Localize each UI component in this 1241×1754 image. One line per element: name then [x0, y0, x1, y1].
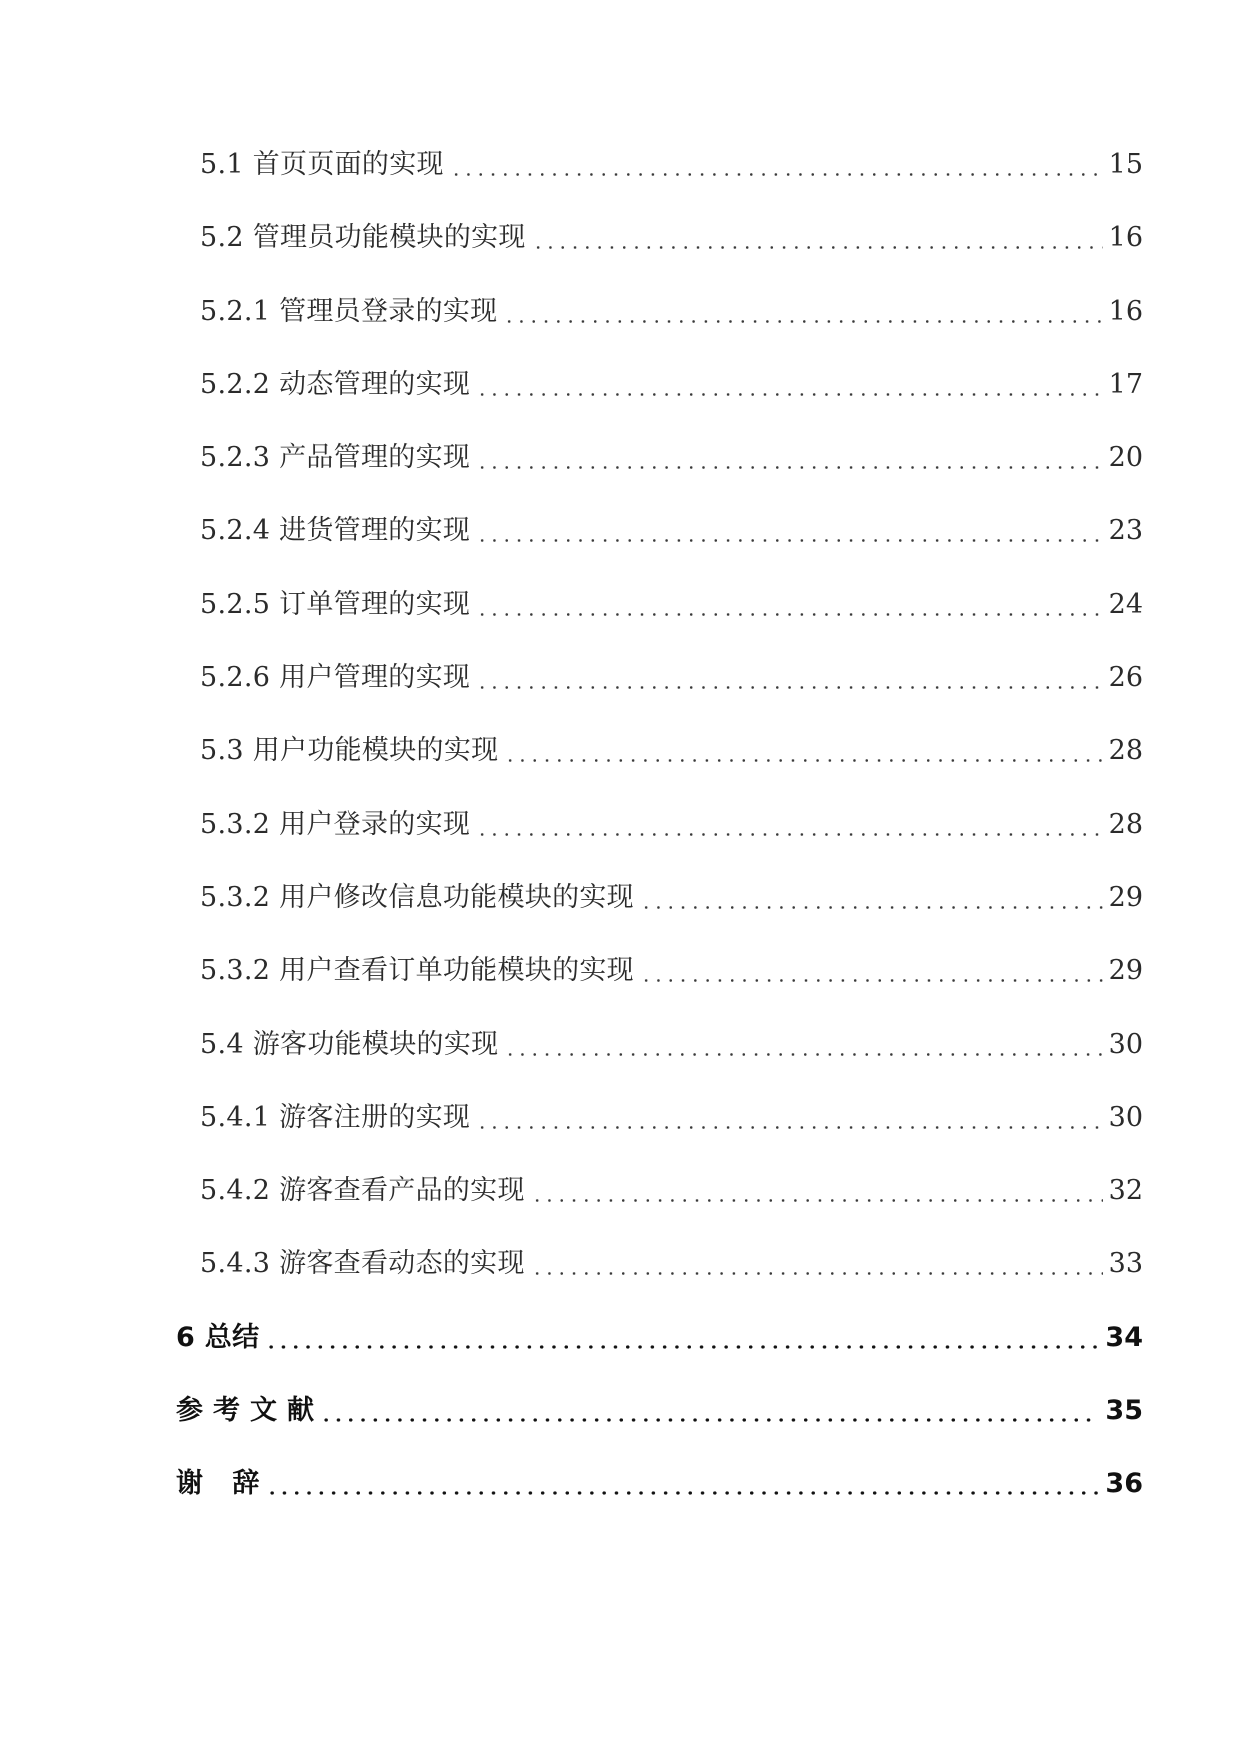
toc-entry[interactable] [0, 514, 1241, 587]
toc-dot-leader [266, 1467, 1100, 1501]
toc-entry[interactable] [0, 661, 1241, 734]
toc-entry[interactable] [0, 441, 1241, 514]
toc-entry-page: 28 [1108, 735, 1143, 767]
toc-entry-page: 32 [1108, 1175, 1143, 1207]
toc-entry-title: 5.2 管理员功能模块的实现 [200, 222, 526, 254]
toc-entry-page: 29 [1108, 881, 1143, 913]
toc-dot-leader [476, 514, 1102, 548]
toc-dot-leader [532, 221, 1103, 255]
toc-entry-page: 28 [1108, 808, 1143, 840]
toc-entry-page: 17 [1108, 368, 1143, 400]
toc-dot-leader [531, 1174, 1103, 1208]
toc-dot-leader [450, 148, 1103, 182]
table-of-contents [0, 148, 1241, 1541]
toc-entry[interactable] [0, 148, 1241, 221]
toc-entry[interactable] [0, 588, 1241, 661]
toc-dot-leader [640, 881, 1103, 915]
toc-dot-leader [640, 954, 1103, 988]
toc-entry-page: 33 [1108, 1248, 1143, 1280]
toc-entry[interactable] [0, 368, 1241, 441]
toc-entry[interactable] [0, 1028, 1241, 1101]
toc-dot-leader [476, 1101, 1102, 1135]
toc-entry-page: 30 [1108, 1028, 1143, 1060]
toc-entry-title: 5.3.2 用户修改信息功能模块的实现 [200, 881, 634, 913]
toc-entry[interactable] [0, 295, 1241, 368]
toc-entry-page: 34 [1105, 1321, 1143, 1353]
toc-entry-title: 5.3.2 用户查看订单功能模块的实现 [200, 955, 634, 987]
toc-entry[interactable] [0, 1101, 1241, 1174]
toc-entry-page: 20 [1108, 442, 1143, 474]
toc-entry[interactable] [0, 1174, 1241, 1247]
toc-entry-title: 5.3.2 用户登录的实现 [200, 808, 471, 840]
toc-entry-page: 35 [1105, 1395, 1143, 1427]
toc-dot-leader [320, 1394, 1099, 1428]
toc-entry[interactable] [0, 1247, 1241, 1320]
toc-entry-title: 5.4.2 游客查看产品的实现 [200, 1175, 525, 1207]
toc-entry-title: 5.2.2 动态管理的实现 [200, 368, 471, 400]
toc-dot-leader [504, 1028, 1102, 1062]
toc-dot-leader [476, 661, 1102, 695]
toc-dot-leader [476, 368, 1102, 402]
toc-entry[interactable] [0, 881, 1241, 954]
toc-dot-leader [265, 1321, 1099, 1355]
toc-entry-title: 5.2.4 进货管理的实现 [200, 515, 471, 547]
toc-entry[interactable] [0, 954, 1241, 1027]
toc-entry[interactable] [0, 734, 1241, 807]
toc-entry-page: 15 [1108, 149, 1143, 180]
toc-entry-title: 5.4.3 游客查看动态的实现 [200, 1248, 525, 1280]
toc-dot-leader [503, 295, 1102, 329]
toc-entry-page: 16 [1108, 222, 1143, 254]
toc-entry[interactable] [0, 808, 1241, 881]
toc-entry-title: 5.2.1 管理员登录的实现 [200, 295, 498, 327]
toc-entry-title: 6 总结 [176, 1321, 260, 1353]
toc-entry-page: 30 [1108, 1101, 1143, 1133]
toc-entry-title: 谢 辞 [176, 1468, 260, 1500]
toc-entry-chapter[interactable] [0, 1321, 1241, 1394]
toc-dot-leader [531, 1247, 1103, 1281]
toc-entry-title: 5.4.1 游客注册的实现 [200, 1101, 471, 1133]
toc-entry-page: 16 [1108, 295, 1143, 327]
toc-entry-page: 36 [1105, 1468, 1143, 1500]
toc-entry-chapter[interactable] [0, 1467, 1241, 1540]
toc-dot-leader [504, 734, 1102, 768]
toc-entry-page: 23 [1108, 515, 1143, 547]
toc-entry-title: 5.3 用户功能模块的实现 [200, 735, 499, 767]
toc-entry-page: 24 [1108, 588, 1143, 620]
toc-entry-page: 26 [1108, 662, 1143, 694]
toc-dot-leader [476, 441, 1102, 475]
toc-entry-title: 5.2.3 产品管理的实现 [200, 442, 471, 474]
toc-entry-title: 参 考 文 献 [176, 1395, 315, 1427]
toc-entry-title: 5.4 游客功能模块的实现 [200, 1028, 499, 1060]
toc-entry-chapter[interactable] [0, 1394, 1241, 1467]
toc-entry[interactable] [0, 221, 1241, 294]
toc-dot-leader [476, 588, 1102, 622]
toc-entry-page: 29 [1108, 955, 1143, 987]
toc-entry-title: 5.2.6 用户管理的实现 [200, 662, 471, 694]
toc-dot-leader [476, 808, 1102, 842]
toc-entry-title: 5.2.5 订单管理的实现 [200, 588, 471, 620]
toc-entry-title: 5.1 首页页面的实现 [200, 149, 444, 180]
